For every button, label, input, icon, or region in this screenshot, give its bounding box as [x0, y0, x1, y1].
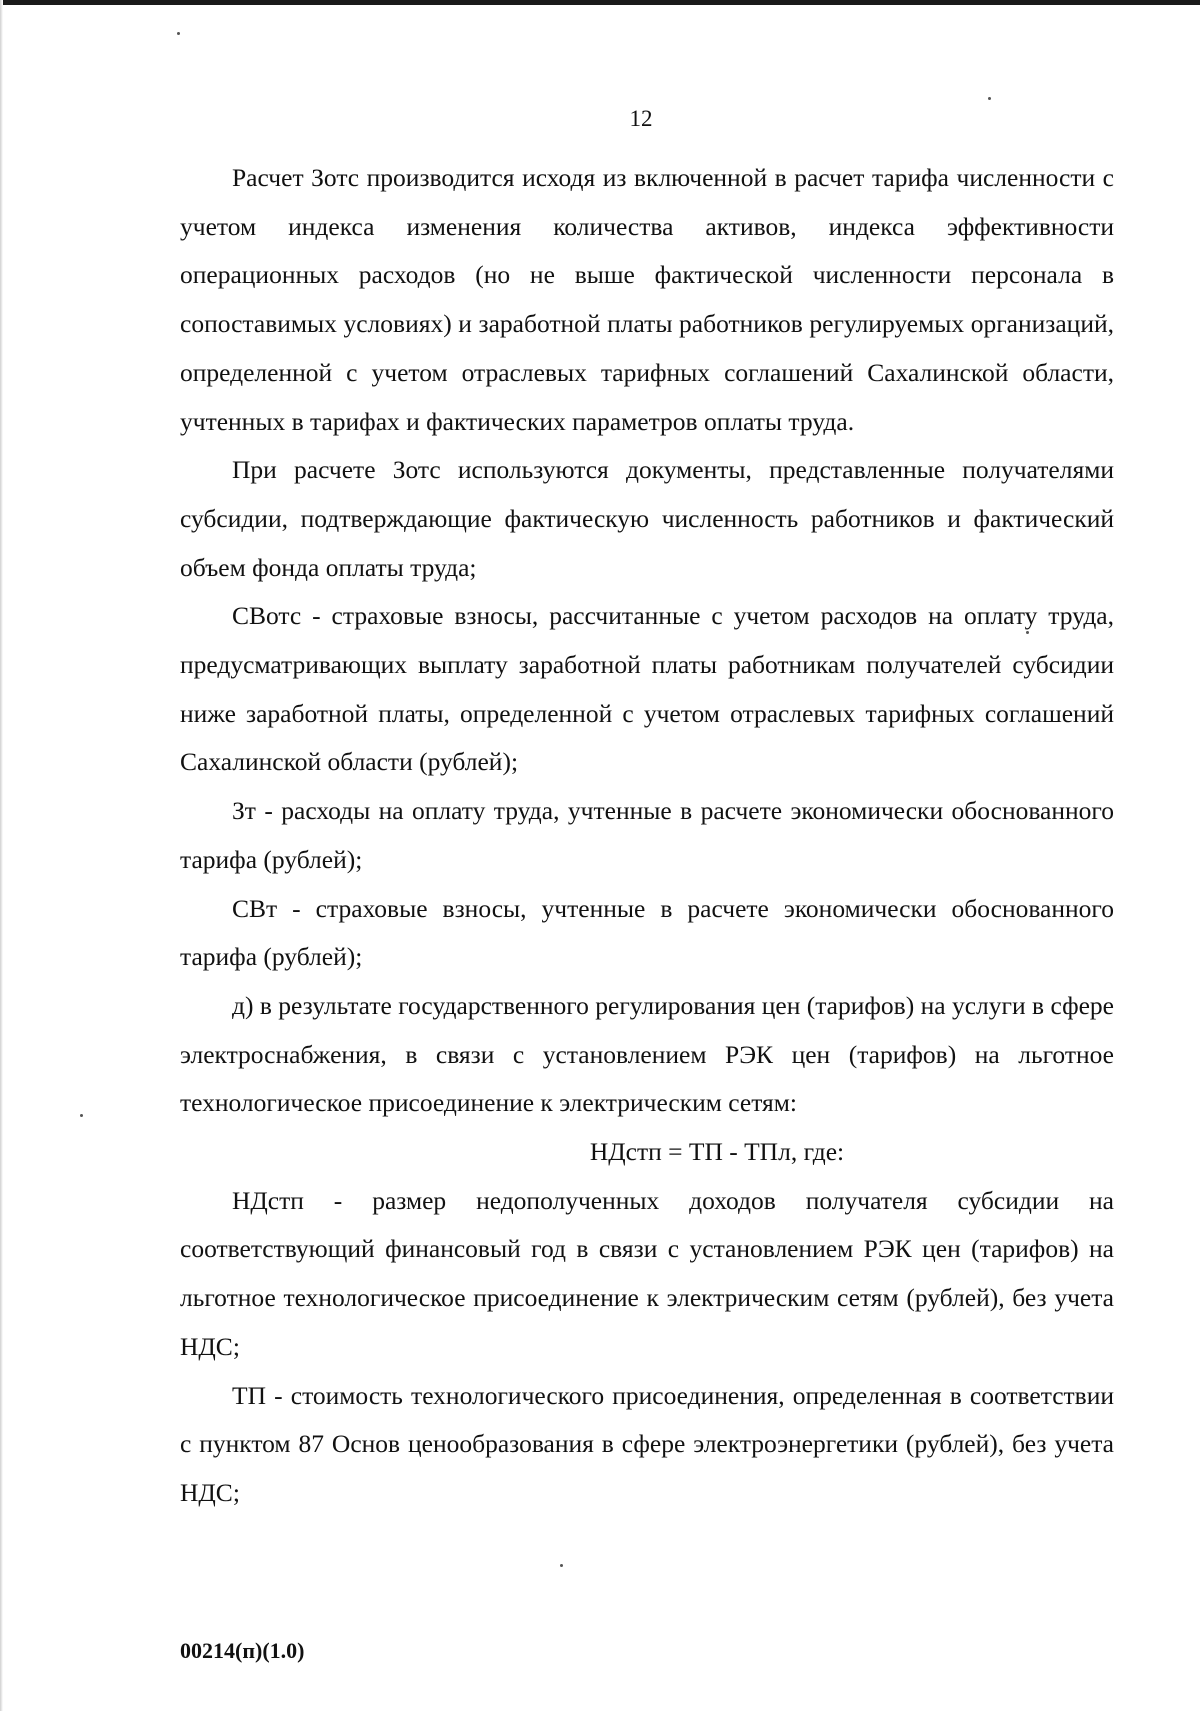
document-footer-code: 00214(п)(1.0) — [180, 1638, 305, 1663]
scan-speck — [80, 1114, 83, 1117]
paragraph-svt-definition: СВт - страховые взносы, учтенные в расчете экономически обоснованного тарифа (рублей); — [180, 893, 1114, 972]
paragraph-item-d: д) в результате государственного регулирования цен (тарифов) на услуги в сфере электроснабжения, в связи с установлением РЭК цен (тарифов) на льготное технологическое присоединение к электрическим сетям: — [180, 990, 1114, 1118]
paragraph-zots-documents: При расчете Зотс используются документы, представленные получателями субсидии, подтверждающие фактическую численность работников и фактический объем фонда оплаты труда; — [180, 455, 1114, 582]
scan-speck — [177, 32, 180, 35]
paragraph-svots-definition: СВотс - страховые взносы, рассчитанные с учетом расходов на оплату труда, предусматривающих выплату заработной платы работникам получателей субсидии ниже заработной платы, определенной с учетом отраслевых тарифных соглашений Сахалинской области (рублей); — [180, 601, 1114, 777]
page-number: 12 — [629, 106, 653, 131]
scan-speck — [988, 97, 991, 100]
scan-speck — [1026, 631, 1029, 634]
paragraph-ndstp-definition: НДстп - размер недополученных доходов получателя субсидии на соответствующий финансовый год в связи с установлением РЭК цен (тарифов) на льготное технологическое присоединение к электрическим сетям (рублей), без учета НДС; — [180, 1185, 1114, 1361]
paragraph-zt-definition: Зт - расходы на оплату труда, учтенные в расчете экономически обоснованного тарифа (рублей); — [180, 796, 1114, 874]
paragraph-tp-definition: ТП - стоимость технологического присоединения, определенная в соответствии с пунктом 87 Основ ценообразования в сфере электроэнергетики (рублей), без учета НДС; — [180, 1380, 1114, 1507]
scan-left-edge — [0, 0, 3, 1711]
formula-ndstp: НДстп = ТП - ТПл, где: — [589, 1137, 845, 1167]
scan-speck — [560, 1564, 563, 1567]
scan-top-border — [0, 0, 1200, 5]
paragraph-zots-calculation: Расчет Зотс производится исходя из включенной в расчет тарифа численности с учетом индекса изменения количества активов, индекса эффективности операционных расходов (но не выше фактической численности персонала в сопоставимых условиях) и заработной платы работников регулируемых организаций, определенной с учетом отраслевых тарифных соглашений Сахалинской области, учтенных в тарифах и фактических параметров оплаты труда. — [180, 163, 1114, 436]
document-body — [180, 154, 1114, 1518]
